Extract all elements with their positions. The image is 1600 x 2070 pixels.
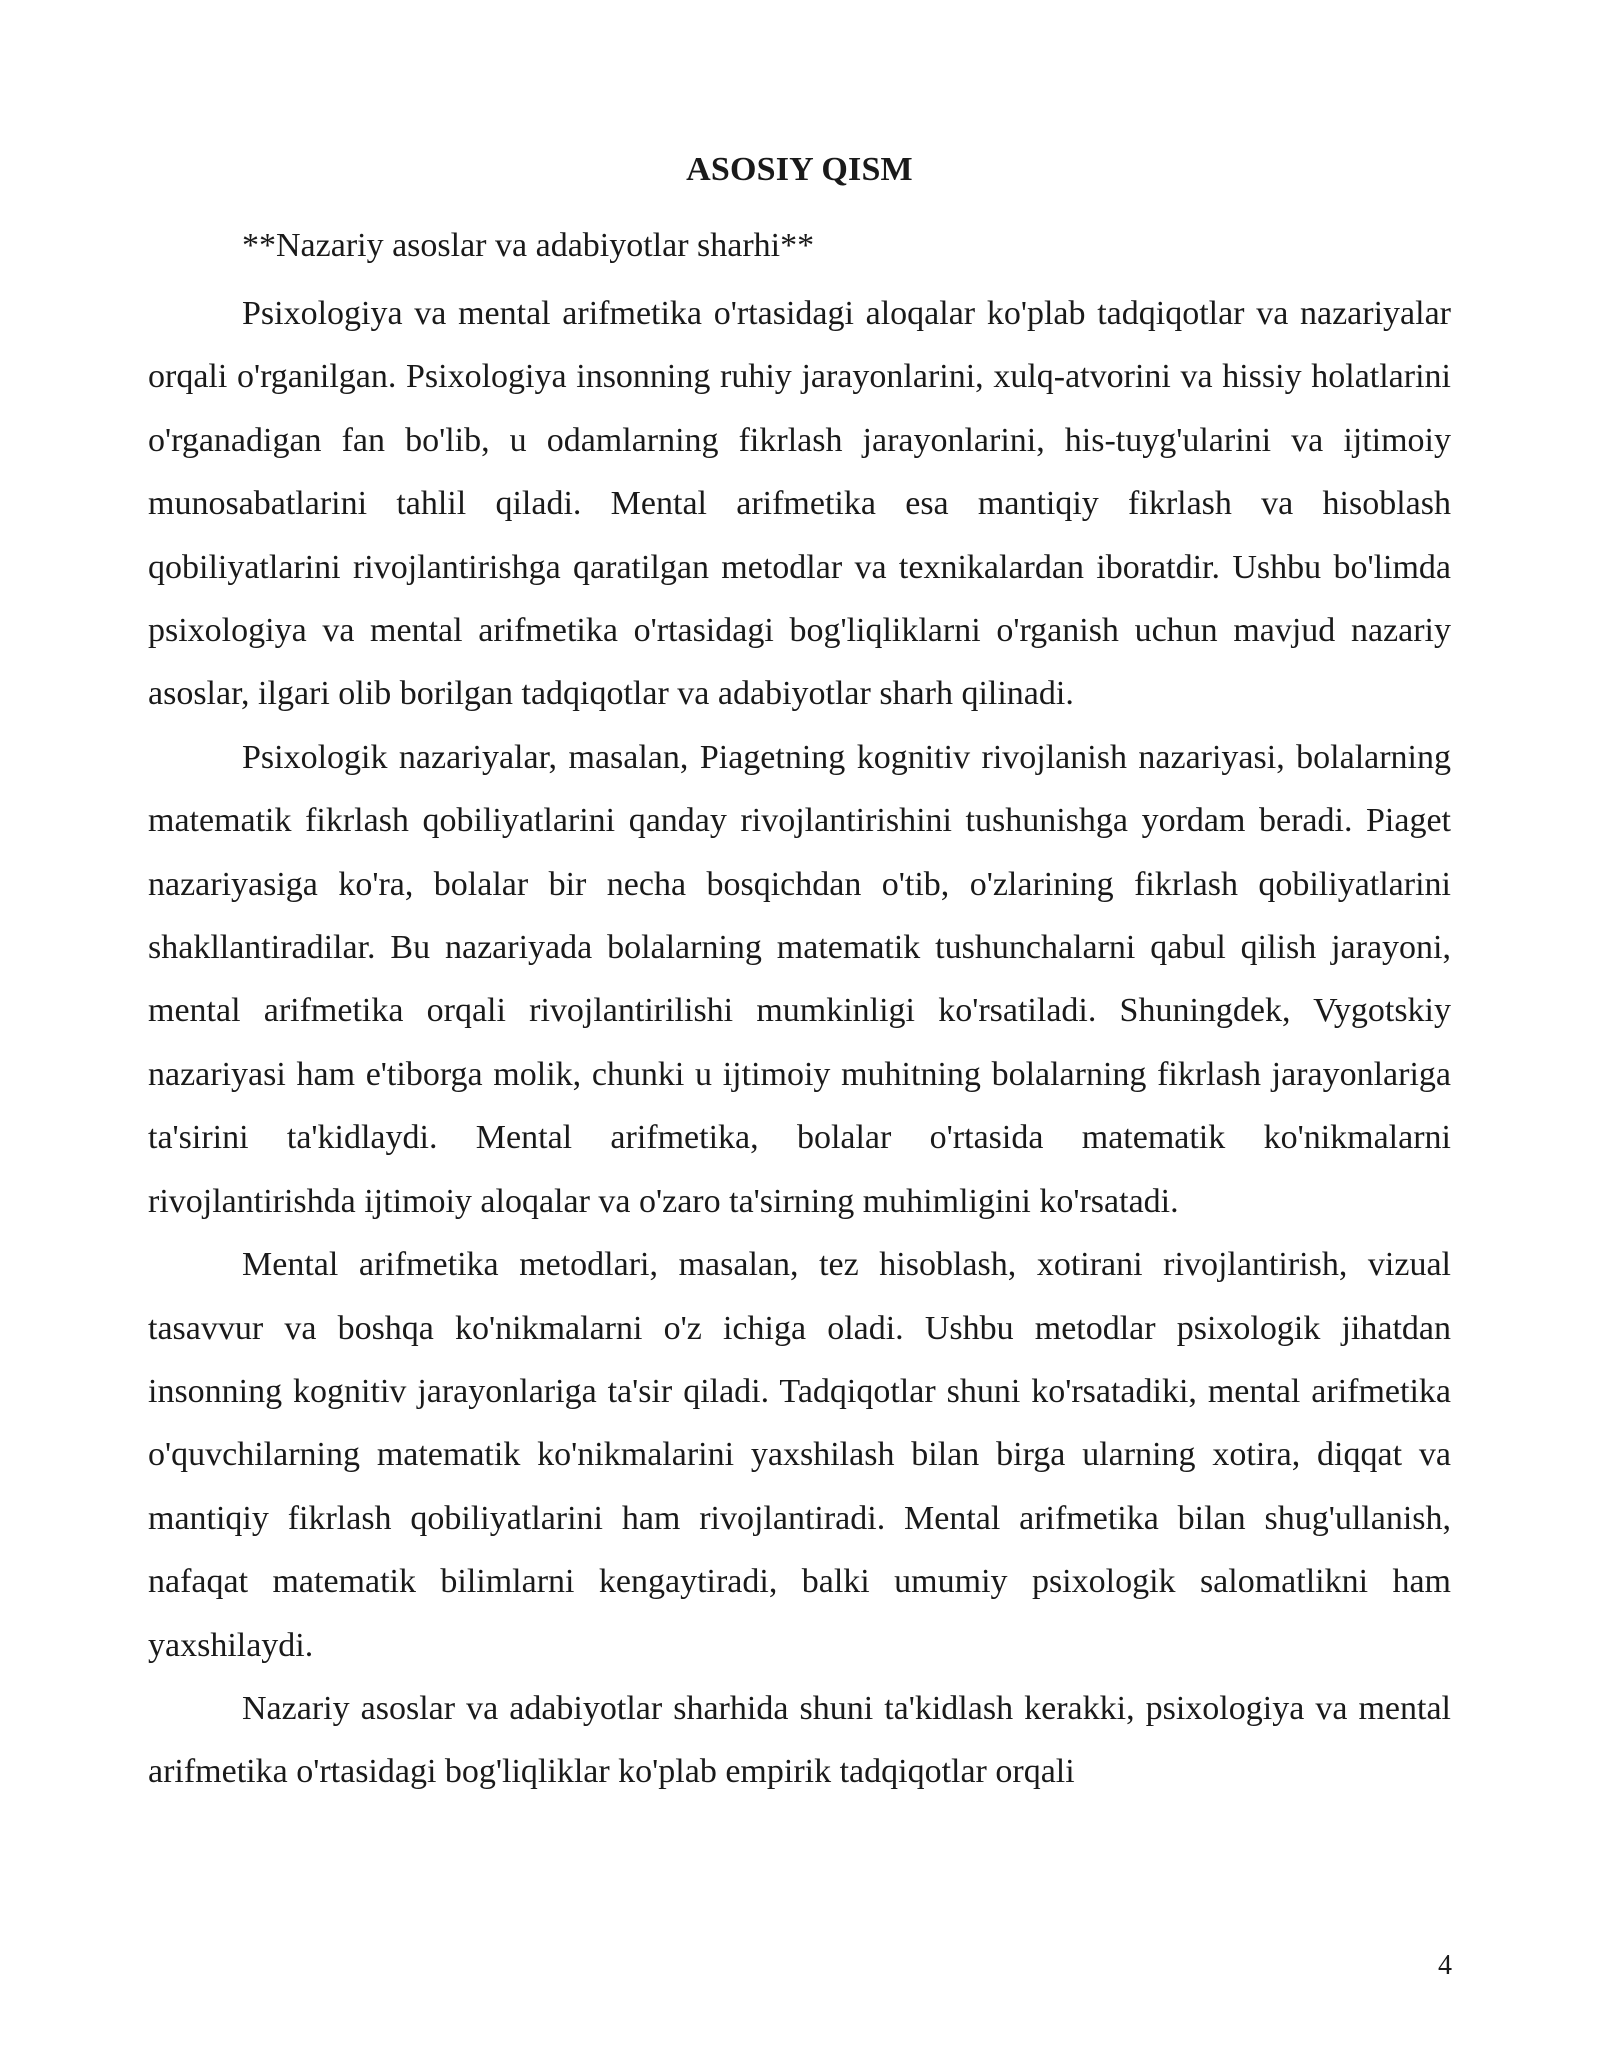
paragraph: Mental arifmetika metodlari, masalan, tez hisoblash, xotirani rivojlantirish, vizual tasavvur va boshqa ko'nikmalarni o'z ichiga oladi. Ushbu metodlar psixologik jihatdan insonning kognitiv jarayonlariga ta'sir qiladi. Tadqiqotlar shuni ko'rsatadiki, mental arifmetika o'quvchilarning matematik ko'nikmalarini yaxshilash bilan birga ularning xotira, diqqat va mantiqiy fikrlash qobiliyatlarini ham rivojlantiradi. Mental arifmetika bilan shug'ullanish, nafaqat matematik bilimlarni kengaytiradi, balki umumiy psixologik salomatlikni ham yaxshilaydi. — [148, 1246, 1451, 1664]
section-subheading: **Nazariy asoslar va adabiyotlar sharhi** — [242, 227, 815, 264]
paragraph: Psixologiya va mental arifmetika o'rtasidagi aloqalar ko'plab tadqiqotlar va nazariyalar orqali o'rganilgan. Psixologiya insonning ruhiy jarayonlarini, xulq-atvorini va hissiy holatlarini o'rganadigan fan bo'lib, u odamlarning fikrlash jarayonlarini, his-tuyg'ularini va ijtimoiy munosabatlarini tahlil qiladi. Mental arifmetika esa mantiqiy fikrlash va hisoblash qobiliyatlarini rivojlantirishga qaratilgan metodlar va texnikalardan iboratdir. Ushbu bo'limda psixologiya va mental arifmetika o'rtasidagi bog'liqliklarni o'rganish uchun mavjud nazariy asoslar, ilgari olib borilgan tadqiqotlar va adabiyotlar sharh qilinadi. — [148, 295, 1451, 713]
paragraph: Nazariy asoslar va adabiyotlar sharhida shuni ta'kidlash kerakki, psixologiya va mental arifmetika o'rtasidagi bog'liqliklar ko'plab empirik tadqiqotlar orqali — [148, 1689, 1451, 1791]
body-text — [148, 282, 1451, 1804]
page-number: 4 — [1438, 1950, 1452, 1981]
paragraph: Psixologik nazariyalar, masalan, Piagetning kognitiv rivojlanish nazariyasi, bolalarning matematik fikrlash qobiliyatlarini qanday rivojlantirishini tushunishga yordam beradi. Piaget nazariyasiga ko'ra, bolalar bir necha bosqichdan o'tib, o'zlarining fikrlash qobiliyatlarini shakllantiradilar. Bu nazariyada bolalarning matematik tushunchalarni qabul qilish jarayoni, mental arifmetika orqali rivojlantirilishi mumkinligi ko'rsatiladi. Shuningdek, Vygotskiy nazariyasi ham e'tiborga molik, chunki u ijtimoiy muhitning bolalarning fikrlash jarayonlariga ta'sirini ta'kidlaydi. Mental arifmetika, bolalar o'rtasida matematik ko'nikmalarni rivojlantirishda ijtimoiy aloqalar va o'zaro ta'sirning muhimligini ko'rsatadi. — [148, 738, 1451, 1220]
section-heading: ASOSIY QISM — [686, 151, 913, 188]
